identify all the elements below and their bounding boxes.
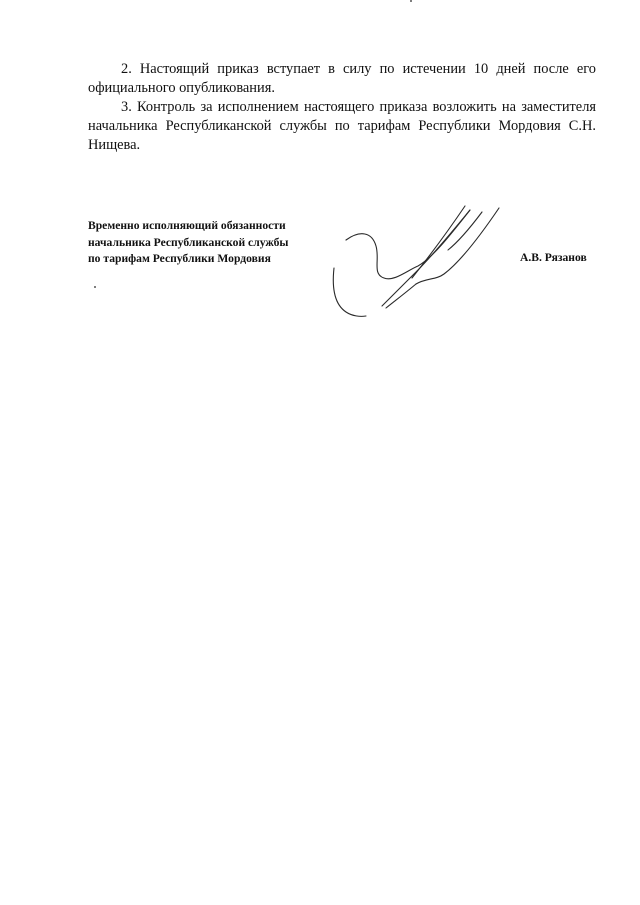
- signatory-position: [88, 218, 328, 268]
- scan-speck: [94, 286, 96, 288]
- document-body: [88, 60, 596, 155]
- signatory-name: А.В. Рязанов: [520, 251, 587, 264]
- scan-speck: [410, 0, 412, 2]
- paragraph-item-2: 2. Настоящий приказ вступает в силу по истечении 10 дней после его официального опубликования.: [88, 61, 596, 96]
- position-line: по тарифам Республики Мордовия: [88, 252, 271, 265]
- handwritten-signature: [320, 200, 520, 325]
- position-line: Временно исполняющий обязанности: [88, 219, 286, 232]
- position-line: начальника Республиканской службы: [88, 235, 289, 249]
- paragraph-item-3: 3. Контроль за исполнением настоящего приказа возложить на заместителя начальника Республиканской службы по тарифам Республики Мордовия С.Н. Нищева.: [88, 99, 596, 153]
